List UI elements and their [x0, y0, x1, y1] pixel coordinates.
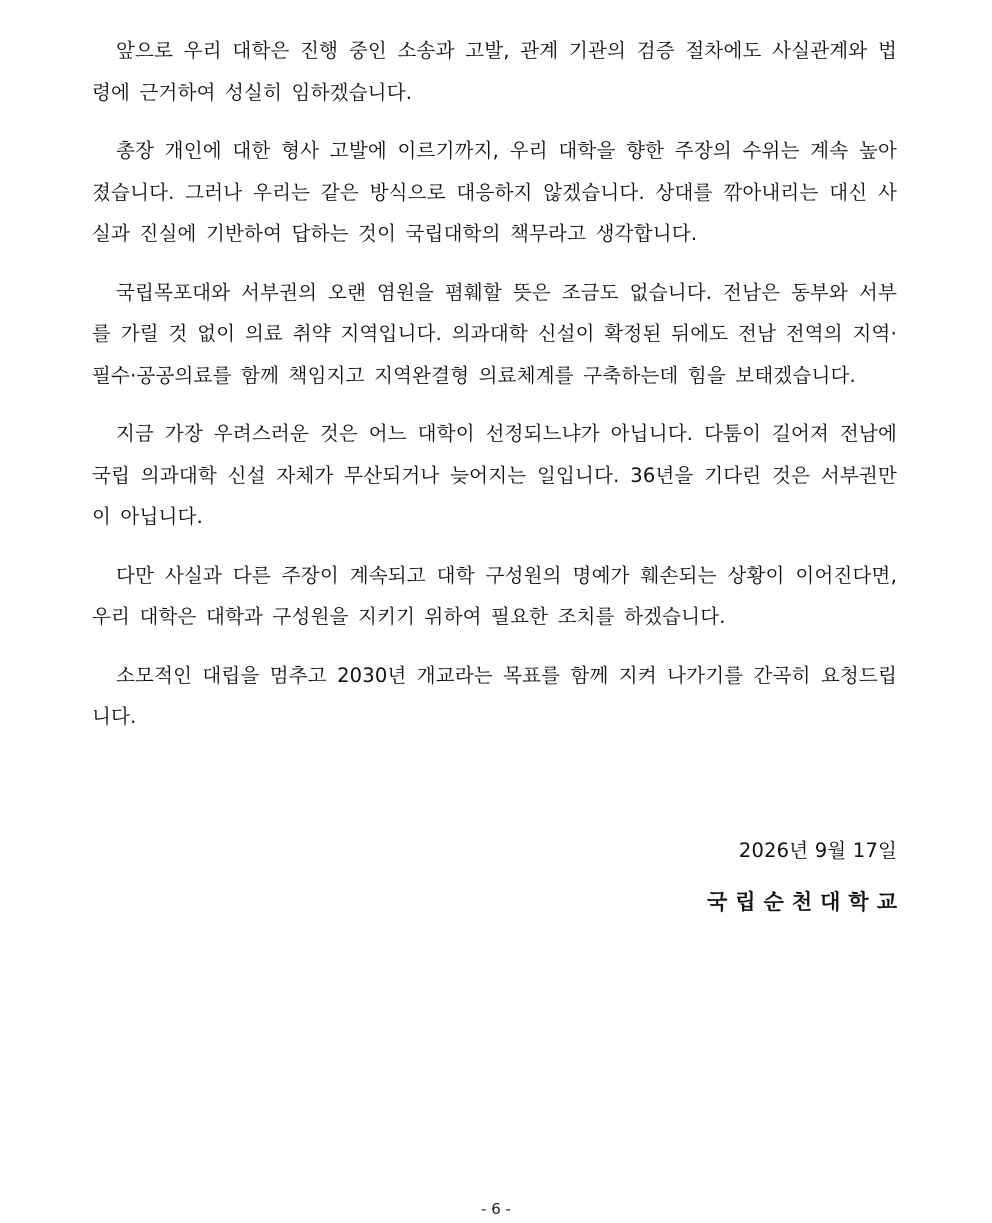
paragraph: 앞으로 우리 대학은 진행 중인 소송과 고발, 관계 기관의 검증 절차에도 사실관계와 법령에 근거하여 성실히 임하겠습니다. [92, 39, 897, 104]
statement-date: 2026년 9월 17일 [738, 839, 897, 862]
paragraph: 지금 가장 우려스러운 것은 어느 대학이 선정되느냐가 아닙니다. 다툼이 길어져 전남에 국립 의과대학 신설 자체가 무산되거나 늦어지는 일입니다. 36년을 기다린 것은 서부권만이 아닙니다. [92, 422, 897, 528]
signing-organization: 국립순천대학교 [706, 890, 905, 914]
paragraph: 소모적인 대립을 멈추고 2030년 개교라는 목표를 함께 지켜 나가기를 간곡히 요청드립니다. [92, 663, 897, 728]
statement-body [92, 30, 897, 755]
paragraph: 국립목포대와 서부권의 오랜 염원을 폄훼할 뜻은 조금도 없습니다. 전남은 동부와 서부를 가릴 것 없이 의료 취약 지역입니다. 의과대학 신설이 확정된 뒤에도 전남 전역의 지역·필수·공공의료를 함께 책임지고 지역완결형 의료체계를 구축하는데 힘을 보태겠습니다. [92, 280, 897, 387]
page-number: - 6 - [481, 1200, 511, 1218]
paragraph: 다만 사실과 다른 주장이 계속되고 대학 구성원의 명예가 훼손되는 상황이 이어진다면, 우리 대학은 대학과 구성원을 지키기 위하여 필요한 조치를 하겠습니다. [92, 563, 897, 628]
paragraph: 총장 개인에 대한 형사 고발에 이르기까지, 우리 대학을 향한 주장의 수위는 계속 높아졌습니다. 그러나 우리는 같은 방식으로 대응하지 않겠습니다. 상대를 깎아내리는 대신 사실과 진실에 기반하여 답하는 것이 국립대학의 책무라고 생각합니다. [92, 139, 897, 245]
